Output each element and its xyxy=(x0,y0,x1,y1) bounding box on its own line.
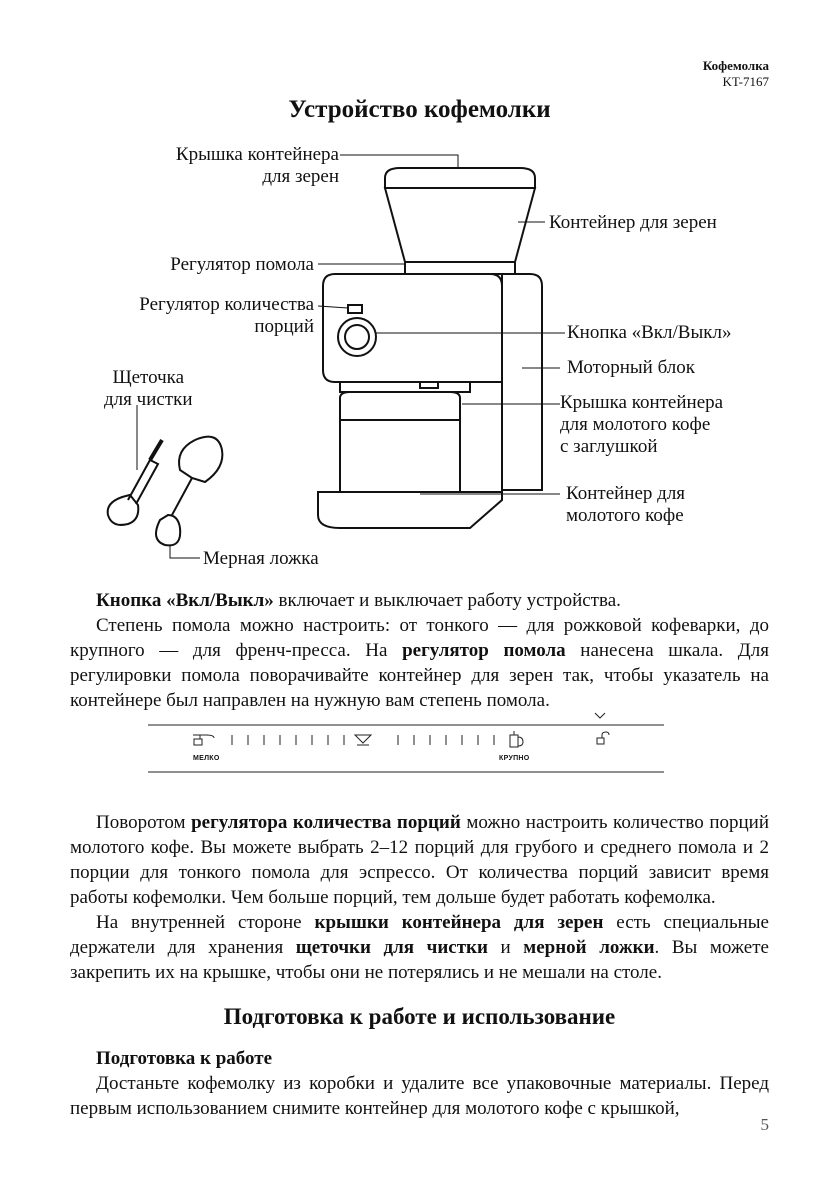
label-ground-lid: Крышка контейнера для молотого кофе с заглушкой xyxy=(560,392,724,457)
base-tray-shape xyxy=(318,492,502,528)
ground-lid-shape xyxy=(340,392,460,420)
french-press-icon xyxy=(510,731,523,747)
label-bean-container: Контейнер для зерен xyxy=(549,212,717,233)
label-grind-regulator: Регулятор помола xyxy=(170,254,314,275)
label-ground-container: Контейнер для молотого кофе xyxy=(566,483,686,526)
brush-shape xyxy=(108,495,139,525)
section-title: Устройство кофемолки xyxy=(288,96,551,123)
label-spoon: Мерная ложка xyxy=(203,548,319,569)
label-bean-lid: Крышка контейнера для зерен xyxy=(175,144,339,187)
paragraph-1: Кнопка «Вкл/Выкл» включает и выключает работу устройства. Степень помола можно настроить: от тонкого — для рожковой кофеварки, до крупного — для френч-пресса. На регулятор помола нанесена шкала. Для регулировки помола поворачивайте контейнер для зерен так, чтобы указатель на контейнере был направлен на нужную вам степень помола. xyxy=(70,590,769,711)
scale-label-coarse: КРУПНО xyxy=(499,755,530,762)
label-power-button: Кнопка «Вкл/Выкл» xyxy=(567,322,732,343)
label-motor-unit: Моторный блок xyxy=(567,357,695,378)
header-product: Кофемолка xyxy=(702,58,769,73)
scale-label-fine: МЕЛКО xyxy=(193,755,220,762)
label-portion-regulator: Регулятор количества порций xyxy=(139,294,314,337)
unlock-icon xyxy=(597,732,609,744)
page-number: 5 xyxy=(760,1115,769,1134)
grind-ring-shape xyxy=(405,262,515,274)
label-brush: Щеточка для чистки xyxy=(104,367,193,410)
paragraph-2: Поворотом регулятора количества порций можно настроить количество порций молотого кофе. Вы можете выбрать 2–12 порций для грубого и среднего помола и 2 порции для тонкого помола для эспрессо. От количества порций зависит время работы кофемолки. Чем больше порций, тем дольше будет работать кофемолка. На внутренней стороне крышки контейнера для зерен есть специальные держатели для хранения щеточки для чистки и мерной ложки. Вы можете закрепить их на крышке, чтобы они не потерялись и не мешали на столе. xyxy=(70,812,769,983)
bean-container-shape xyxy=(385,188,535,262)
coffee-grinder-diagram xyxy=(0,0,839,590)
bean-lid-shape xyxy=(385,168,535,188)
paragraph-3-text: Достаньте кофемолку из коробки и удалите все упаковочные материалы. Перед первым использованием снимите контейнер для молотого кофе с крышкой, xyxy=(70,1073,769,1119)
spoon-shape xyxy=(156,515,180,545)
subsection-title: Подготовка к работе xyxy=(96,1048,273,1069)
paragraph-3 xyxy=(70,1046,769,1121)
header-model: KT-7167 xyxy=(722,74,769,89)
grind-scale xyxy=(0,705,839,795)
pour-over-icon xyxy=(355,735,371,745)
section2-title: Подготовка к работе и использование xyxy=(223,1004,616,1029)
espresso-icon xyxy=(193,735,214,745)
